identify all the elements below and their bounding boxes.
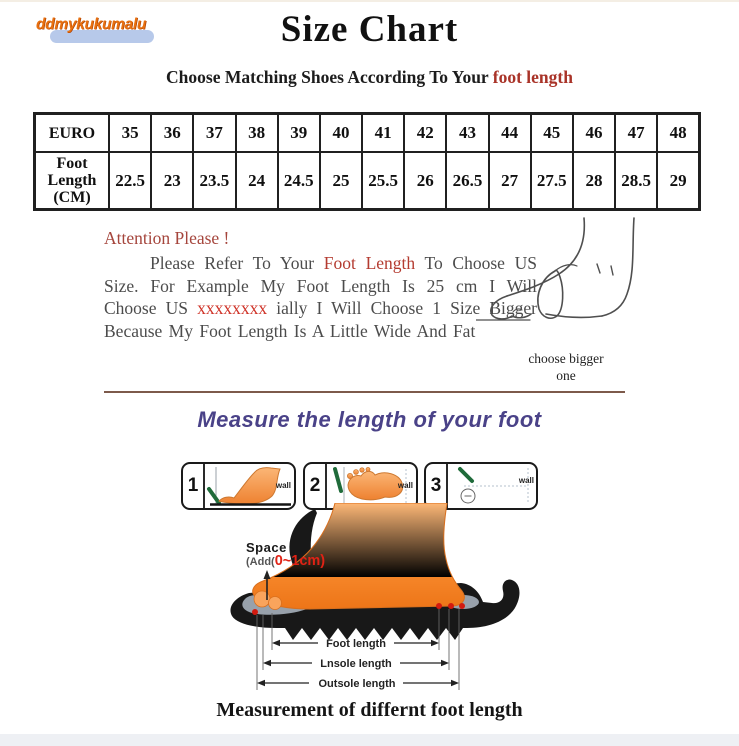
foot-length-cell: 22.5 — [109, 152, 151, 210]
row-label: Foot Length (CM) — [35, 152, 110, 210]
measure-dot — [252, 609, 258, 615]
attention-text: ially I Will Choose 1 Size Bigger Because My Foot Length Is A Little Wide And Fat — [104, 298, 538, 341]
attention-note — [104, 228, 537, 342]
section-divider — [104, 391, 625, 393]
page-title: Size Chart — [280, 9, 459, 50]
attention-text: To Choose US Size. For Example My Foot Length Is 25 cm I Will Choose US — [104, 253, 537, 319]
foot-length-cell: 24 — [236, 152, 278, 210]
attention-redacted-size: xxxxxxxx — [197, 298, 268, 319]
foot-length-cell: 27 — [489, 152, 531, 210]
attention-text: Please Refer To Your — [150, 253, 324, 273]
insole-length-arrow-label: Lnsole length — [320, 658, 392, 670]
foot-length-row — [35, 152, 700, 210]
euro-size-cell: 41 — [362, 114, 404, 153]
step-2-illustration — [327, 464, 416, 508]
subtitle-highlight: foot length — [492, 67, 573, 87]
wall-label: wall — [397, 481, 413, 490]
pencil-icon — [209, 489, 219, 503]
subtitle — [0, 67, 739, 88]
measure-dot — [459, 603, 465, 609]
foot-length-cell: 29 — [657, 152, 699, 210]
pencil-icon — [460, 469, 472, 481]
foot-sketch-illustration — [476, 216, 642, 352]
attention-body — [104, 252, 537, 342]
foot-length-cell: 25 — [320, 152, 362, 210]
foot-length-cell: 23 — [151, 152, 193, 210]
foot-length-cell: 28.5 — [615, 152, 657, 210]
attention-red-foot-length: Foot Length — [323, 253, 416, 273]
wall-label: wall — [275, 481, 291, 490]
foot-length-cell: 24.5 — [278, 152, 320, 210]
step-number: 2 — [305, 464, 327, 508]
space-word: Space — [246, 540, 287, 555]
step-number: 3 — [426, 464, 448, 508]
foot-length-arrow-label: Foot length — [326, 638, 386, 650]
euro-size-cell: 38 — [236, 114, 278, 153]
space-annotation — [246, 541, 356, 569]
euro-size-cell: 43 — [446, 114, 488, 153]
euro-size-cell: 35 — [109, 114, 151, 153]
measure-dot — [436, 603, 442, 609]
step-1-illustration — [205, 464, 294, 508]
top-edge-line — [0, 0, 739, 2]
foot-length-cell: 26.5 — [446, 152, 488, 210]
watermark-text: ddmykukumalu — [36, 16, 147, 33]
size-table — [33, 112, 701, 211]
measure-dot — [448, 603, 454, 609]
euro-size-cell: 44 — [489, 114, 531, 153]
corner-label: EURO — [35, 114, 110, 153]
euro-size-cell: 47 — [615, 114, 657, 153]
foot-length-cell: 26 — [404, 152, 446, 210]
big-foot-illustration — [215, 503, 545, 699]
measure-heading: Measure the length of your foot — [197, 407, 542, 432]
foot-length-cell: 28 — [573, 152, 615, 210]
outsole-length-arrow-label: Outsole length — [318, 678, 396, 690]
foot-length-cell: 27.5 — [531, 152, 573, 210]
pencil-icon — [335, 469, 341, 491]
euro-size-cell: 36 — [151, 114, 193, 153]
space-add-prefix: (Add( — [246, 556, 275, 568]
euro-size-cell: 37 — [193, 114, 235, 153]
measurement-caption: Measurement of differnt foot length — [216, 699, 523, 721]
foot-length-cell: 23.5 — [193, 152, 235, 210]
bottom-strip — [0, 734, 739, 746]
space-add-value: 0~1cm) — [274, 553, 326, 569]
euro-size-row — [35, 114, 700, 153]
euro-size-cell: 46 — [573, 114, 615, 153]
euro-size-cell: 45 — [531, 114, 573, 153]
wall-label: wall — [518, 476, 534, 485]
step-3-illustration — [448, 464, 536, 508]
euro-size-cell: 39 — [278, 114, 320, 153]
attention-heading: Attention Please ! — [104, 228, 230, 248]
euro-size-cell: 48 — [657, 114, 699, 153]
subtitle-prefix: Choose Matching Shoes According To Your — [166, 67, 493, 87]
measuring-line-icon — [448, 464, 538, 508]
choose-bigger-note: choose bigger one — [528, 351, 604, 383]
euro-size-cell: 40 — [320, 114, 362, 153]
step-number: 1 — [183, 464, 205, 508]
foot-length-cell: 25.5 — [362, 152, 404, 210]
euro-size-cell: 42 — [404, 114, 446, 153]
